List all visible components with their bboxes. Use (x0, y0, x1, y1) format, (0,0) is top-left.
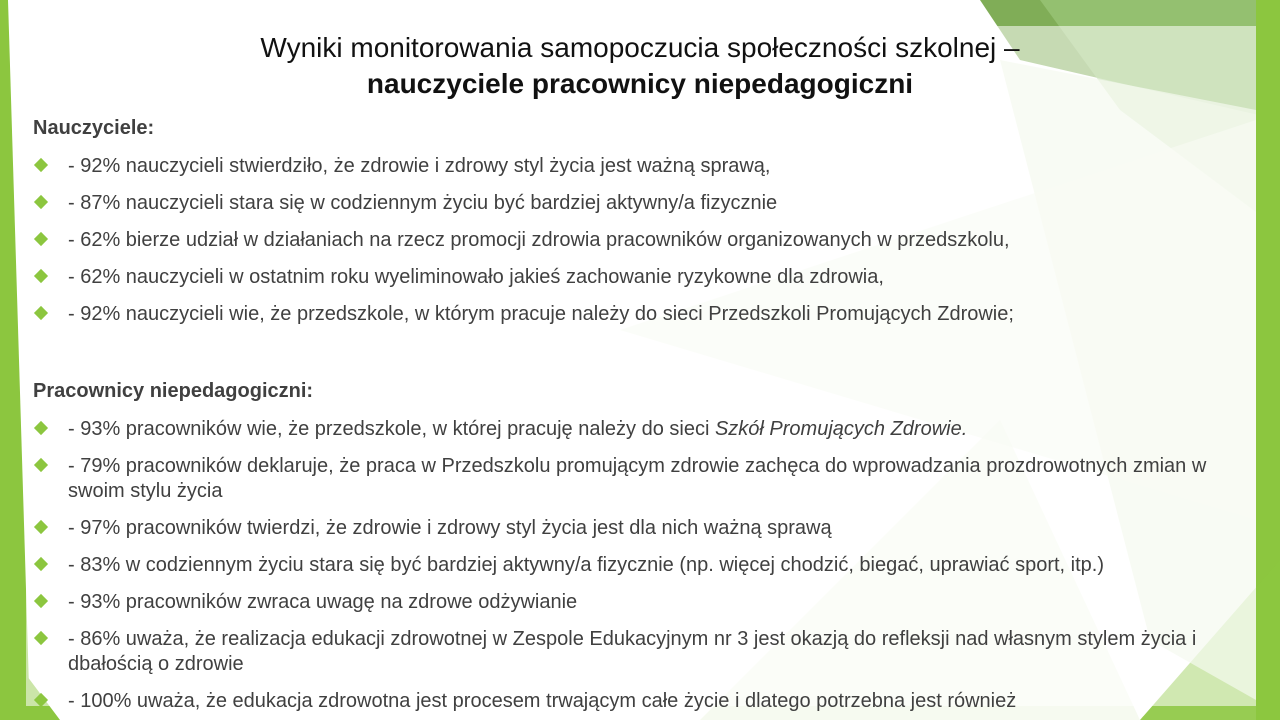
list-item-text: - 87% nauczycieli stara się w codziennym życiu być bardziej aktywny/a fizycznie (68, 192, 778, 214)
list-item-text: - 83% w codziennym życiu stara się być bardziej aktywny/a fizycznie (np. więcej chodzić, biegać, uprawiać sport, itp.) (68, 554, 1104, 576)
green-diamond-icon (34, 158, 48, 172)
list-item (34, 154, 1256, 179)
green-diamond-icon (34, 269, 48, 283)
list-item (34, 590, 1256, 615)
list-item (34, 689, 1256, 714)
title-line-2: nauczyciele pracownicy niepedagogiczni (366, 68, 914, 99)
list-item-text: - 100% uważa, że edukacja zdrowotna jest procesem trwającym całe życie i dlatego potrzebna jest również (68, 690, 1017, 712)
title-line-1: Wyniki monitorowania samopoczucia społeczności szkolnej – (260, 32, 1020, 63)
list-item (34, 417, 1256, 442)
green-diamond-icon (34, 232, 48, 246)
green-diamond-icon (34, 458, 48, 472)
list-item (34, 454, 1256, 504)
list-item (34, 265, 1256, 290)
green-diamond-icon (34, 306, 48, 320)
green-diamond-icon (34, 631, 48, 645)
section-heading-staff: Pracownicy niepedagogiczni: (33, 380, 314, 402)
list-item-text: - 92% nauczycieli stwierdziło, że zdrowie i zdrowy styl życia jest ważną sprawą, (68, 155, 771, 177)
section-heading-teachers: Nauczyciele: (33, 117, 155, 139)
teachers-list (34, 154, 1256, 327)
list-item-text: - 93% pracowników wie, że przedszkole, w której pracuję należy do sieci (68, 418, 715, 440)
list-item-text: - 93% pracowników zwraca uwagę na zdrowe odżywianie (68, 591, 578, 613)
list-item-text: - 62% nauczycieli w ostatnim roku wyeliminowało jakieś zachowanie ryzykowne dla zdrowia, (68, 266, 884, 288)
green-diamond-icon (34, 557, 48, 571)
green-diamond-icon (34, 195, 48, 209)
list-item-text: - 92% nauczycieli wie, że przedszkole, w którym pracuje należy do sieci Przedszkoli Promujących Zdrowie; (68, 303, 1014, 325)
list-item (34, 302, 1256, 327)
green-diamond-icon (34, 520, 48, 534)
list-item (34, 627, 1256, 677)
list-item (34, 191, 1256, 216)
staff-list (34, 417, 1256, 714)
green-diamond-icon (34, 693, 48, 707)
list-item (34, 516, 1256, 541)
list-item-text: - 86% uważa, że realizacja edukacji zdrowotnej w Zespole Edukacyjnym nr 3 jest okazją do refleksji nad własnym stylem życia i dbałością o zdrowie (68, 628, 1197, 675)
list-item-text: - 62% bierze udział w działaniach na rzecz promocji zdrowia pracowników organizowanych w przedszkolu, (68, 229, 1010, 251)
list-item (34, 553, 1256, 578)
list-item-italic-text: Szkół Promujących Zdrowie. (714, 418, 968, 440)
green-diamond-icon (34, 421, 48, 435)
slide-title (100, 30, 1180, 102)
list-item-text: - 97% pracowników twierdzi, że zdrowie i zdrowy styl życia jest dla nich ważną sprawą (68, 517, 832, 539)
list-item-text: - 79% pracowników deklaruje, że praca w Przedszkolu promującym zdrowie zachęca do wprowadzania prozdrowotnych zmian w swoim stylu życia (68, 455, 1207, 502)
green-diamond-icon (34, 594, 48, 608)
list-item (34, 228, 1256, 253)
